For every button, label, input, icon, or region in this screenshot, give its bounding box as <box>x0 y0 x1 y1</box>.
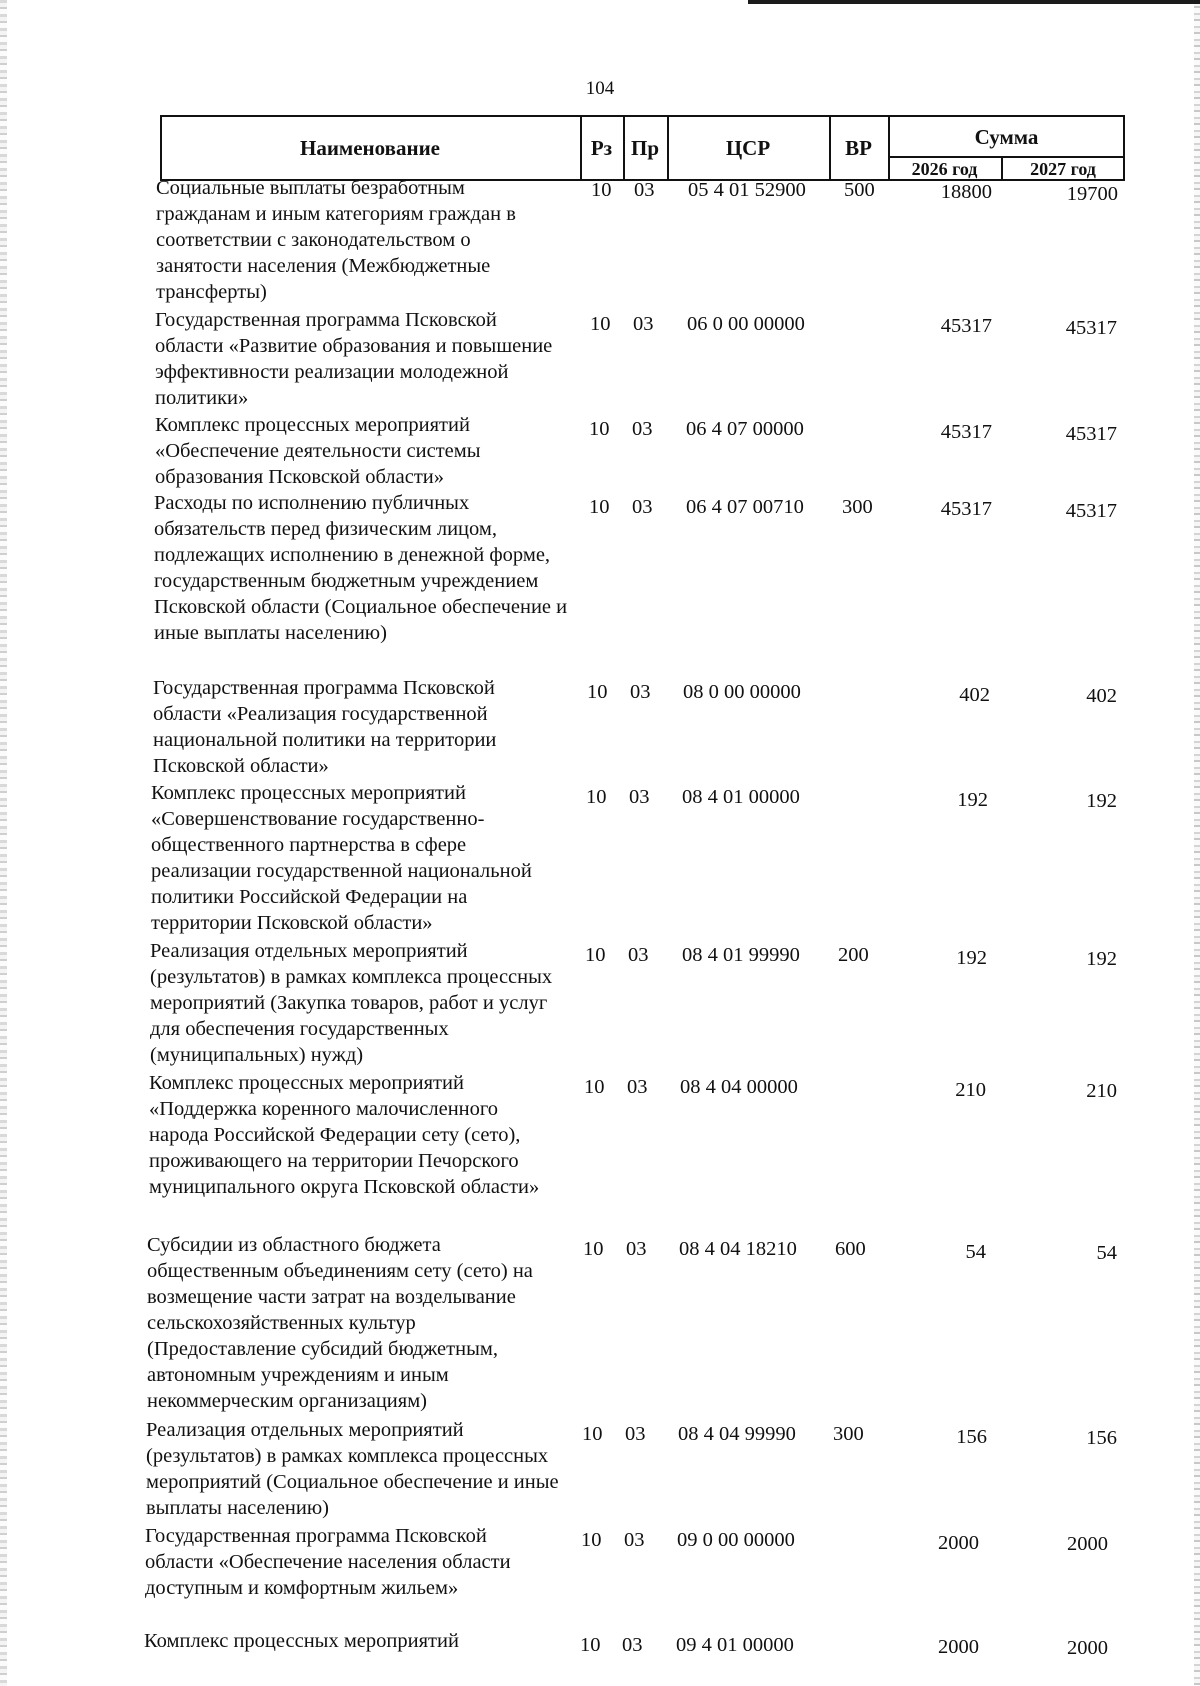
row-pr: 03 <box>632 418 653 440</box>
row-name: Комплекс процессных мероприятий «Поддержка коренного малочисленного народа Российской Федерации сету (сето), проживающего на территории Печорского муниципального округа Псковской области» <box>149 1072 540 1198</box>
row-pr: 03 <box>622 1634 643 1656</box>
page-number: 104 <box>585 78 615 99</box>
row-vr: 300 <box>842 496 873 518</box>
header-rz: Рз <box>590 135 613 160</box>
row-csr: 08 4 04 18210 <box>679 1238 797 1260</box>
row-rz: 10 <box>584 1076 605 1098</box>
row-sum-2027: 2000 <box>1067 1533 1108 1555</box>
row-rz: 10 <box>585 944 606 966</box>
row-pr: 03 <box>628 944 649 966</box>
row-pr: 03 <box>627 1076 648 1098</box>
row-name: Социальные выплаты безработным гражданам и иным категориям граждан в соответствии с законодательством о занятости населения (Межбюджетные трансферты) <box>156 177 516 303</box>
row-sum-2027: 2000 <box>1067 1637 1108 1659</box>
row-rz: 10 <box>582 1423 603 1445</box>
row-pr: 03 <box>633 313 654 335</box>
row-name: Комплекс процессных мероприятий «Обеспечение деятельности системы образования Псковской области» <box>155 414 481 488</box>
row-pr: 03 <box>630 681 651 703</box>
row-csr: 08 4 01 00000 <box>682 786 800 808</box>
row-rz: 10 <box>580 1634 601 1656</box>
row-sum-2026: 18800 <box>940 181 992 203</box>
header-sum: Сумма <box>974 124 1039 149</box>
row-name: Реализация отдельных мероприятий (результатов) в рамках комплекса процессных мероприятий (Закупка товаров, работ и услуг для обеспечения государственных (муниципальных) нужд) <box>150 940 553 1066</box>
row-vr: 600 <box>835 1238 866 1260</box>
row-sum-2026: 45317 <box>940 315 992 337</box>
row-csr: 08 4 04 00000 <box>680 1076 798 1098</box>
row-pr: 03 <box>632 496 653 518</box>
row-csr: 09 4 01 00000 <box>676 1634 794 1656</box>
row-name: Субсидии из областного бюджета общественным объединениям сету (сето) на возмещение части затрат на возделывание сельскохозяйственных культур (Предоставление субсидий бюджетным, автономным учреждениям и иным некоммерческим организациям) <box>147 1234 533 1412</box>
header-year-2027: 2027 год <box>1030 158 1096 179</box>
row-csr: 05 4 01 52900 <box>688 179 806 201</box>
row-sum-2027: 45317 <box>1065 423 1117 445</box>
row-name: Комплекс процессных мероприятий <box>144 1630 459 1652</box>
header-year-2026: 2026 год <box>911 158 978 179</box>
row-csr: 06 0 00 00000 <box>687 313 805 335</box>
row-pr: 03 <box>634 179 655 201</box>
row-name: Реализация отдельных мероприятий (результатов) в рамках комплекса процессных мероприятий (Социальное обеспечение и иные выплаты населению) <box>146 1419 559 1519</box>
row-pr: 03 <box>626 1238 647 1260</box>
row-sum-2026: 402 <box>959 684 990 706</box>
row-sum-2026: 156 <box>956 1426 987 1448</box>
header-csr: ЦСР <box>725 135 771 160</box>
row-vr: 500 <box>844 179 875 201</box>
row-vr: 200 <box>838 944 869 966</box>
row-sum-2027: 156 <box>1086 1427 1117 1449</box>
scan-edge-right <box>1194 0 1200 1686</box>
row-pr: 03 <box>624 1529 645 1551</box>
row-csr: 06 4 07 00000 <box>686 418 804 440</box>
row-pr: 03 <box>629 786 650 808</box>
row-rz: 10 <box>587 681 608 703</box>
row-sum-2027: 19700 <box>1066 183 1118 205</box>
row-rz: 10 <box>590 313 611 335</box>
row-sum-2026: 2000 <box>938 1532 979 1554</box>
row-sum-2026: 210 <box>955 1079 986 1101</box>
row-sum-2027: 192 <box>1086 790 1117 812</box>
row-sum-2026: 45317 <box>940 498 992 520</box>
row-name: Расходы по исполнению публичных обязательств перед физическим лицом, подлежащих исполнению в денежной форме, государственным бюджетным учреждением Псковской области (Социальное обеспечение и иные выплаты населению) <box>154 492 568 644</box>
row-rz: 10 <box>589 418 610 440</box>
row-name: Государственная программа Псковской области «Реализация государственной национальной политики на территории Псковской области» <box>153 677 497 777</box>
row-sum-2027: 402 <box>1086 685 1117 707</box>
row-csr: 08 4 01 99990 <box>682 944 800 966</box>
row-sum-2026: 2000 <box>938 1636 979 1658</box>
row-rz: 10 <box>586 786 607 808</box>
header-pr: Пр <box>630 135 659 160</box>
row-rz: 10 <box>589 496 610 518</box>
row-sum-2027: 210 <box>1086 1080 1117 1102</box>
row-sum-2027: 54 <box>1096 1242 1117 1264</box>
header-name: Наименование <box>300 135 440 160</box>
row-sum-2027: 45317 <box>1065 317 1117 339</box>
scan-top-bar <box>748 0 1200 4</box>
row-csr: 08 0 00 00000 <box>683 681 801 703</box>
row-sum-2027: 45317 <box>1065 500 1117 522</box>
row-sum-2026: 45317 <box>940 421 992 443</box>
row-rz: 10 <box>583 1238 604 1260</box>
row-sum-2026: 192 <box>956 947 987 969</box>
scan-edge-left <box>0 0 7 1686</box>
header-vr: ВР <box>845 135 872 160</box>
row-csr: 06 4 07 00710 <box>686 496 804 518</box>
row-csr: 08 4 04 99990 <box>678 1423 796 1445</box>
row-name: Государственная программа Псковской области «Обеспечение населения области доступным и комфортным жильем» <box>145 1525 511 1599</box>
row-sum-2026: 54 <box>965 1241 986 1263</box>
row-vr: 300 <box>833 1423 864 1445</box>
row-sum-2026: 192 <box>957 789 988 811</box>
row-name: Комплекс процессных мероприятий «Совершенствование государственно-общественного партнерства в сфере реализации государственной национальной политики Российской Федерации на территории Псковской области» <box>151 782 532 934</box>
row-name: Государственная программа Псковской области «Развитие образования и повышение эффективности реализации молодежной политики» <box>155 309 553 409</box>
row-csr: 09 0 00 00000 <box>677 1529 795 1551</box>
row-rz: 10 <box>591 179 612 201</box>
row-rz: 10 <box>581 1529 602 1551</box>
row-pr: 03 <box>625 1423 646 1445</box>
row-sum-2027: 192 <box>1086 948 1117 970</box>
